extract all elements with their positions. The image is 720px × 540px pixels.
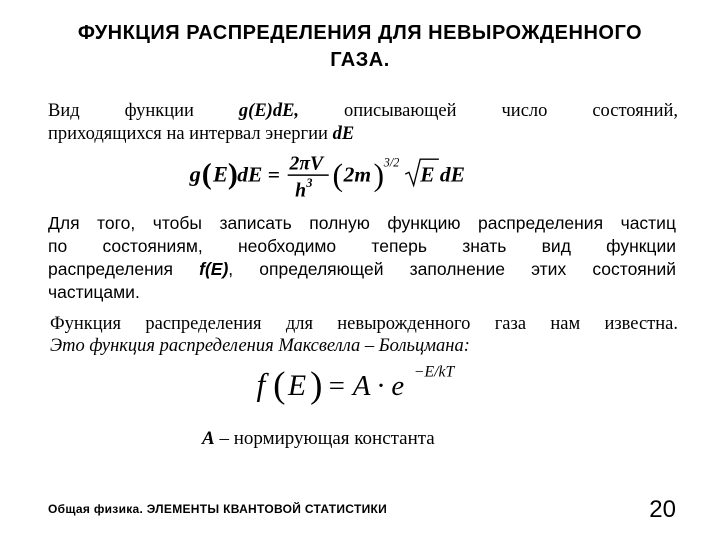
title-line-1: ФУНКЦИЯ РАСПРЕДЕЛЕНИЯ ДЛЯ НЕВЫРОЖДЕННОГО [77,22,643,44]
title-line-2: ГАЗА. [330,49,390,71]
constant-symbol: A [202,428,215,449]
p1-word: состояний, [592,101,679,121]
f2-paren-close: ) [310,365,323,407]
p3-line-1: Функция распределения для невырожденного газа нам известна. [50,314,678,334]
p1-word: число [501,101,548,121]
f2-exponent: −E/kT [413,363,455,381]
p1-line-2: приходящихся на интервал энергии [48,124,333,144]
constant-text: – нормирующая константа [214,428,435,449]
page-number: 20 [649,496,676,523]
p1-word: Вид [48,101,80,121]
f1-den-exponent: 3 [306,176,313,191]
footer-course-title: Общая физика. ЭЛЕМЕНТЫ КВАНТОВОЙ СТАТИСТИКИ [48,502,388,516]
f2-rhs: = A · e [326,370,405,403]
f1-denominator: h [295,180,307,202]
constant-note [202,428,435,450]
slide-title [40,20,680,74]
p1-symbol-gEdE: g(E)dE, [238,101,300,121]
p2-line-3-a: распределения [48,259,200,279]
f1-exponent: 3/2 [383,155,400,170]
f1-paren2-close: ) [373,157,385,193]
f2-E: E [287,370,307,403]
f1-dE: dE = [237,162,280,187]
paragraph-density-of-states [48,100,678,146]
p2-line-2: по состояниям, необходимо теперь знать вид функции [48,236,676,256]
f1-paren-open: ( [201,157,212,191]
formula-maxwell-boltzmann [245,360,505,410]
p2-line-1: Для того, чтобы записать полную функцию распределения частиц [48,213,676,233]
f1-g: g [189,161,201,187]
f2-f: f [256,367,266,403]
f1-paren2-open: ( [332,157,344,193]
paragraph-distribution-function [48,212,676,304]
p1-word: описывающей [343,101,457,121]
p3-line-2: Это функция распределения Максвелла – Больцмана: [50,336,470,356]
f2-paren-open: ( [273,365,286,407]
f1-numerator: 2πV [289,153,324,175]
p2-symbol-fE: f(E) [199,259,229,279]
paragraph-maxwell-boltzmann [50,313,678,357]
p1-word: функции [124,101,194,121]
f1-factor: 2m [343,162,372,187]
f1-paren-close: ) [227,157,238,191]
p2-line-3-b: , определяющей заполнение этих состояний [228,259,677,279]
p2-line-3 [48,258,676,281]
p1-line-1 [48,100,678,123]
f1-E: E [213,161,228,187]
formula-density-of-states [175,148,475,204]
p1-symbol-dE: dE [332,124,355,144]
p2-line-4: частицами. [48,282,140,302]
f1-tail: E dE [420,162,465,187]
